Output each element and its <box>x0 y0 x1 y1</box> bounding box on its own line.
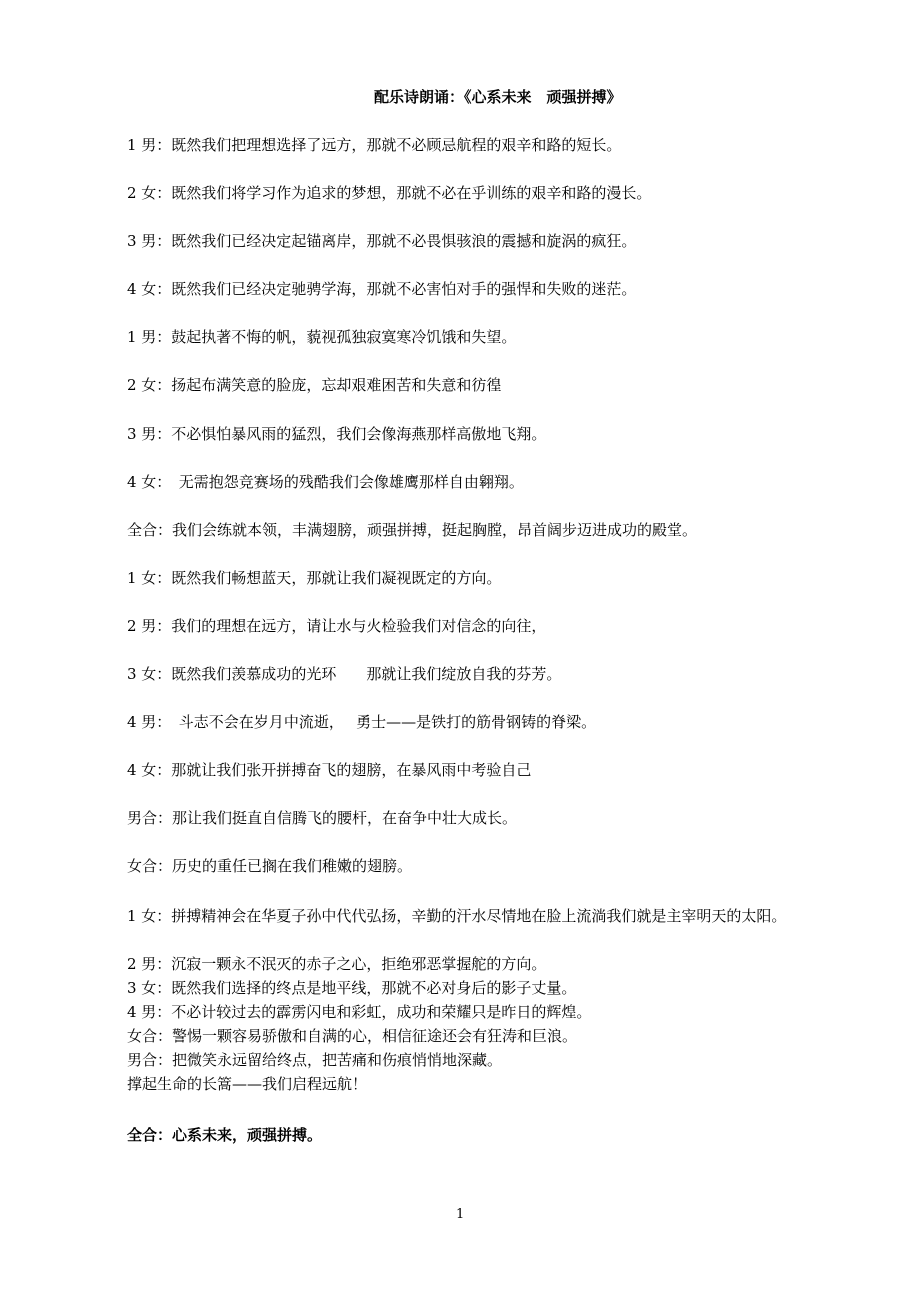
verse-line: 4 男： 斗志不会在岁月中流逝， 勇士——是铁打的筋骨钢铸的脊梁。 <box>127 713 597 731</box>
verse-line: 4 男：不必计较过去的霹雳闪电和彩虹，成功和荣耀只是昨日的辉煌。 <box>127 1003 592 1021</box>
verse-line: 2 男：我们的理想在远方，请让水与火检验我们对信念的向往， <box>127 617 547 635</box>
verse-line: 1 男：既然我们把理想选择了远方，那就不必顾忌航程的艰辛和路的短长。 <box>127 136 622 154</box>
verse-line: 女合：警惕一颗容易骄傲和自满的心，相信征途还会有狂涛和巨浪。 <box>127 1027 578 1045</box>
verse-line: 2 男：沉寂一颗永不泯灭的赤子之心，拒绝邪恶掌握舵的方向。 <box>127 955 547 973</box>
page-number: 1 <box>456 1207 465 1222</box>
verse-line: 3 女：既然我们选择的终点是地平线，那就不必对身后的影子丈量。 <box>127 979 577 997</box>
closing-line: 全合：心系未来，顽强拼搏。 <box>127 1126 323 1144</box>
verse-line: 4 女：那就让我们张开拼搏奋飞的翅膀，在暴风雨中考验自己 <box>127 761 532 779</box>
verse-line: 3 女：既然我们羡慕成功的光环 那就让我们绽放自我的芬芳。 <box>127 665 562 683</box>
verse-line: 男合：那让我们挺直自信腾飞的腰杆，在奋争中壮大成长。 <box>127 809 518 827</box>
verse-line: 2 女：扬起布满笑意的脸庞，忘却艰难困苦和失意和彷徨 <box>127 376 502 394</box>
verse-line: 4 女： 无需抱怨竞赛场的残酷我们会像雄鹰那样自由翱翔。 <box>127 473 524 491</box>
poem-title: 配乐诗朗诵：《心系未来 顽强拼搏》 <box>374 88 622 106</box>
verse-line: 4 女：既然我们已经决定驰骋学海，那就不必害怕对手的强悍和失败的迷茫。 <box>127 280 637 298</box>
verse-line-wrapped: 1 女：拼搏精神会在华夏子孙中代代弘扬，辛勤的汗水尽情地在脸上流淌我们就是主宰明天的太阳。 <box>127 907 787 925</box>
verse-line: 女合：历史的重任已搁在我们稚嫩的翅膀。 <box>127 857 413 875</box>
verse-line: 全合：我们会练就本领，丰满翅膀，顽强拼搏，挺起胸膛，昂首阔步迈进成功的殿堂。 <box>127 521 698 539</box>
verse-line: 3 男：不必惧怕暴风雨的猛烈，我们会像海燕那样高傲地飞翔。 <box>127 425 547 443</box>
verse-line: 1 男：鼓起执著不悔的帆，藐视孤独寂寞寒冷饥饿和失望。 <box>127 328 517 346</box>
verse-line: 3 男：既然我们已经决定起锚离岸，那就不必畏惧骇浪的震撼和旋涡的疯狂。 <box>127 232 637 250</box>
verse-line: 男合：把微笑永远留给终点，把苦痛和伤痕悄悄地深藏。 <box>127 1051 503 1069</box>
verse-line: 撑起生命的长篙——我们启程远航！ <box>127 1075 368 1093</box>
verse-line: 1 女：既然我们畅想蓝天，那就让我们凝视既定的方向。 <box>127 569 502 587</box>
verse-line: 2 女：既然我们将学习作为追求的梦想，那就不必在乎训练的艰辛和路的漫长。 <box>127 184 652 202</box>
